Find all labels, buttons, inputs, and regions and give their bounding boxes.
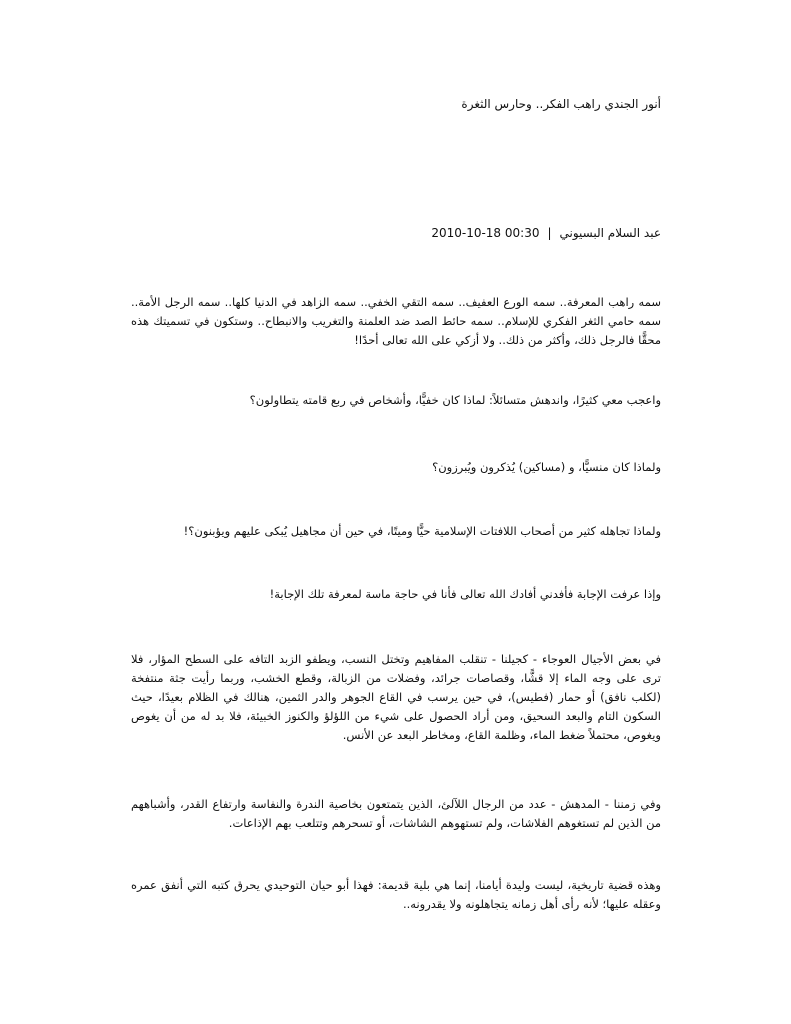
paragraph: وإذا عرفت الإجابة فأفدني أفادك الله تعالى فأنا في حاجة ماسة لمعرفة تلك الإجابة!	[269, 587, 661, 601]
article-title: أنور الجندي راهب الفكر.. وحارس الثغرة	[461, 97, 661, 111]
byline	[131, 224, 661, 243]
paragraph: سمه راهب المعرفة.. سمه الورع العفيف.. سمه التقي الخفي.. سمه الزاهد في الدنيا كلها.. سمه الرجل الأمة.. سمه حامي الثغر الفكري للإسلام.. سمه حائط الصد ضد العلمنة والتغريب والانبطاح.. وستكون في تسميتك هذه محقًّا فالرجل ذلك، وأكثر من ذلك.. ولا أزكي على الله تعالى أحدًا!	[131, 295, 661, 347]
paragraph: ولماذا تجاهله كثير من أصحاب اللافتات الإسلامية حيًّا وميتًا، في حين أن مجاهيل يُبكى عليهم ويؤبنون؟!	[183, 524, 661, 538]
paragraph: ولماذا كان منسيًّا، و (مساكين) يُذكرون ويُبرزون؟	[432, 460, 661, 474]
byline-separator: |	[547, 226, 552, 240]
paragraph: واعجب معي كثيرًا، واندهش متسائلاً: لماذا كان خفيًّا، وأشخاص في ربع قامته يتطاولون؟	[249, 393, 661, 407]
author-name: عبد السلام البسيوني	[559, 226, 661, 240]
paragraph: وهذه قضية تاريخية، ليست وليدة أيامنا، إنما هي بلية قديمة: فهذا أبو حيان التوحيدي يحرق كتبه التي أنفق عمره وعقله عليها؛ لأنه رأى أهل زمانه يتجاهلونه ولا يقدرونه..	[131, 878, 661, 911]
paragraph: وفي زمننا - المدهش - عدد من الرجال اللآلئ، الذين يتمتعون بخاصية الندرة والنفاسة وارتفاع القدر، وأشباههم من الذين لم تستغوهم الفلاشات، ولم تستهوهم الشاشات، أو تسحرهم وتتلعب بهم الإذاعات.	[131, 797, 661, 830]
publish-date: 2010-10-18 00:30	[431, 226, 540, 240]
paragraph: في بعض الأجيال العوجاء - كجيلنا - تنقلب المفاهيم وتختل النسب، ويطفو الزبد التافه على السطح المؤار، فلا ترى على وجه الماء إلا قشًّا، وقصاصات جرائد، وفضلات من الزبالة، وقطع الخشب، وربما رأيت جثة منتفخة (لكلب نافق) أو حمار (فطيس)، في حين يرسب في القاع الجوهر والدر الثمين، هنالك في الظلام بعيدًا، حيث السكون التام والبعد السحيق، ومن أراد الحصول على شيء من اللؤلؤ والكنوز الخبيئة، فلا بد له من أن يغوص ويغوص، محتملاً ضغط الماء، وظلمة القاع، ومخاطر البعد عن الأنس.	[131, 652, 661, 742]
